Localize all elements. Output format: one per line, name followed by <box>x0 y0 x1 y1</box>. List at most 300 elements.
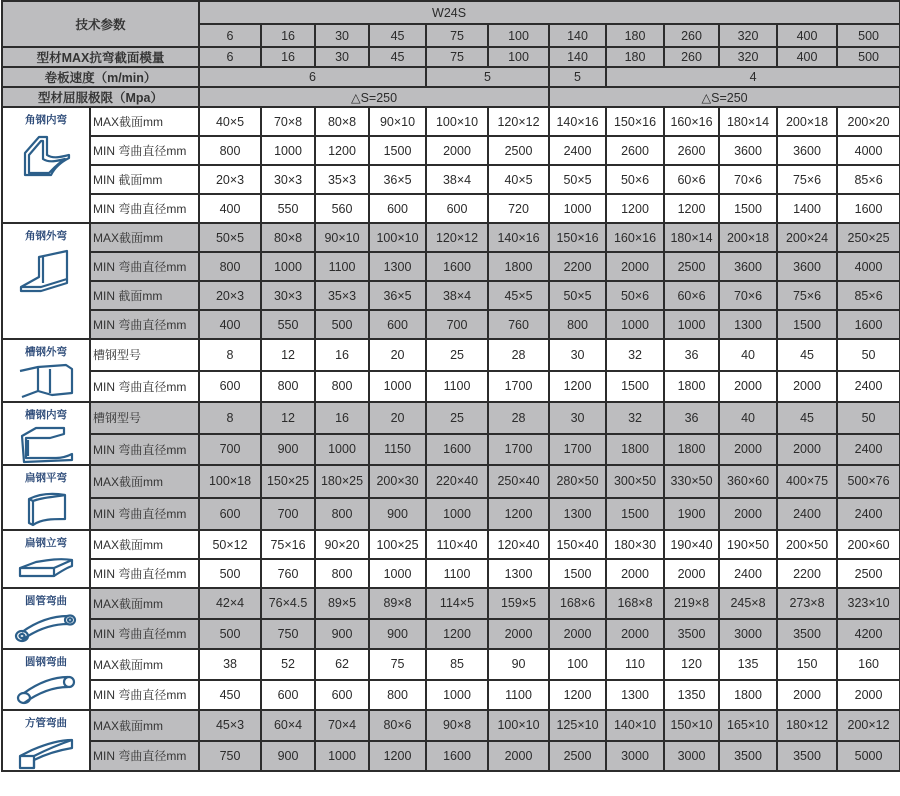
value-cell: 2500 <box>837 559 900 588</box>
value-cell: 4000 <box>837 136 900 165</box>
value-cell: 760 <box>488 310 549 339</box>
value-cell: 25 <box>426 402 488 434</box>
value-cell: 800 <box>199 136 261 165</box>
value-cell: 500 <box>199 619 261 650</box>
value-cell: 700 <box>199 434 261 466</box>
model-number-cell: 180 <box>606 24 664 47</box>
value-cell: 2400 <box>837 498 900 531</box>
spec-table <box>1 0 900 772</box>
value-cell: 1000 <box>664 310 719 339</box>
value-cell: 90×10 <box>315 223 369 252</box>
speed-cell: 4 <box>606 67 900 87</box>
value-cell: 3000 <box>606 741 664 772</box>
table-row <box>2 649 900 680</box>
value-cell: 400 <box>199 310 261 339</box>
row-label: MIN 弯曲直径mm <box>90 434 199 466</box>
model-number-cell: 75 <box>426 24 488 47</box>
value-cell: 1000 <box>369 559 426 588</box>
table-row <box>2 588 900 619</box>
value-cell: 20 <box>369 339 426 371</box>
section-header-cell <box>2 339 90 402</box>
value-cell: 140×16 <box>549 107 606 136</box>
value-cell: 560 <box>315 194 369 223</box>
value-cell: 120 <box>664 649 719 680</box>
value-cell: 800 <box>315 371 369 403</box>
model-name: W24S <box>199 1 900 24</box>
value-cell: 273×8 <box>777 588 837 619</box>
value-cell: 150 <box>777 649 837 680</box>
value-cell: 2000 <box>549 619 606 650</box>
row-label: MIN 弯曲直径mm <box>90 194 199 223</box>
value-cell: 500×76 <box>837 465 900 498</box>
value-cell: 90 <box>488 649 549 680</box>
value-cell: 16 <box>315 402 369 434</box>
value-cell: 70×8 <box>261 107 315 136</box>
value-cell: 90×8 <box>426 710 488 741</box>
value-cell: 400 <box>199 194 261 223</box>
model-number-cell: 260 <box>664 24 719 47</box>
value-cell: 250×25 <box>837 223 900 252</box>
value-cell: 80×6 <box>369 710 426 741</box>
value-cell: 3500 <box>719 741 777 772</box>
value-cell: 1500 <box>369 136 426 165</box>
value-cell: 550 <box>261 310 315 339</box>
value-cell: 1000 <box>369 371 426 403</box>
value-cell: 160×16 <box>606 223 664 252</box>
value-cell: 1800 <box>719 680 777 711</box>
section-modulus-cell: 400 <box>777 47 837 67</box>
value-cell: 2000 <box>719 371 777 403</box>
value-cell: 110×40 <box>426 530 488 559</box>
value-cell: 219×8 <box>664 588 719 619</box>
value-cell: 32 <box>606 402 664 434</box>
value-cell: 165×10 <box>719 710 777 741</box>
value-cell: 2000 <box>777 434 837 466</box>
table-row <box>2 402 900 434</box>
value-cell: 1600 <box>837 194 900 223</box>
value-cell: 36×5 <box>369 165 426 194</box>
section-title: 槽钢外弯 <box>25 346 67 358</box>
value-cell: 4000 <box>837 252 900 281</box>
value-cell: 1800 <box>664 434 719 466</box>
value-cell: 600 <box>426 194 488 223</box>
value-cell: 100×10 <box>488 710 549 741</box>
value-cell: 52 <box>261 649 315 680</box>
value-cell: 1600 <box>426 434 488 466</box>
flat-steel-edge-bend-icon <box>3 554 89 584</box>
value-cell: 760 <box>261 559 315 588</box>
value-cell: 600 <box>369 194 426 223</box>
value-cell: 200×12 <box>837 710 900 741</box>
value-cell: 50 <box>837 402 900 434</box>
value-cell: 100×18 <box>199 465 261 498</box>
model-number-cell: 45 <box>369 24 426 47</box>
speed-label: 卷板速度（m/min） <box>2 67 199 87</box>
value-cell: 600 <box>315 680 369 711</box>
section-modulus-cell: 6 <box>199 47 261 67</box>
value-cell: 40×5 <box>488 165 549 194</box>
value-cell: 2000 <box>606 619 664 650</box>
section-title: 扁钢平弯 <box>25 472 67 484</box>
value-cell: 800 <box>549 310 606 339</box>
value-cell: 150×16 <box>606 107 664 136</box>
yield-cell: △S=250 <box>549 87 900 107</box>
section-header-cell <box>2 588 90 649</box>
value-cell: 150×40 <box>549 530 606 559</box>
section-header-cell <box>2 530 90 588</box>
table-row <box>2 281 900 310</box>
value-cell: 30×3 <box>261 165 315 194</box>
value-cell: 3600 <box>777 136 837 165</box>
table-row <box>2 310 900 339</box>
value-cell: 700 <box>261 498 315 531</box>
value-cell: 30 <box>549 339 606 371</box>
value-cell: 114×5 <box>426 588 488 619</box>
value-cell: 180×12 <box>777 710 837 741</box>
value-cell: 85 <box>426 649 488 680</box>
value-cell: 200×30 <box>369 465 426 498</box>
value-cell: 75×6 <box>777 281 837 310</box>
section-title: 扁钢立弯 <box>25 537 67 549</box>
value-cell: 2000 <box>606 252 664 281</box>
value-cell: 20 <box>369 402 426 434</box>
value-cell: 3500 <box>664 619 719 650</box>
yield-row <box>2 87 900 107</box>
value-cell: 360×60 <box>719 465 777 498</box>
section-modulus-cell: 500 <box>837 47 900 67</box>
row-label: MIN 截面mm <box>90 165 199 194</box>
value-cell: 200×20 <box>837 107 900 136</box>
value-cell: 1500 <box>777 310 837 339</box>
value-cell: 1500 <box>606 371 664 403</box>
value-cell: 40×5 <box>199 107 261 136</box>
row-label: MAX截面mm <box>90 649 199 680</box>
table-row <box>2 339 900 371</box>
row-label: MIN 弯曲直径mm <box>90 619 199 650</box>
value-cell: 125×10 <box>549 710 606 741</box>
value-cell: 800 <box>315 498 369 531</box>
value-cell: 3600 <box>719 252 777 281</box>
value-cell: 1300 <box>719 310 777 339</box>
value-cell: 85×6 <box>837 165 900 194</box>
value-cell: 900 <box>369 498 426 531</box>
value-cell: 2000 <box>664 559 719 588</box>
value-cell: 1200 <box>549 371 606 403</box>
value-cell: 280×50 <box>549 465 606 498</box>
value-cell: 1600 <box>426 252 488 281</box>
table-row <box>2 619 900 650</box>
value-cell: 45×3 <box>199 710 261 741</box>
value-cell: 1100 <box>426 371 488 403</box>
table-row <box>2 165 900 194</box>
value-cell: 2000 <box>719 498 777 531</box>
value-cell: 500 <box>315 310 369 339</box>
value-cell: 76×4.5 <box>261 588 315 619</box>
value-cell: 85×6 <box>837 281 900 310</box>
value-cell: 60×6 <box>664 281 719 310</box>
value-cell: 12 <box>261 402 315 434</box>
value-cell: 1000 <box>426 498 488 531</box>
model-number-cell: 6 <box>199 24 261 47</box>
value-cell: 300×50 <box>606 465 664 498</box>
section-modulus-cell: 260 <box>664 47 719 67</box>
section-header-cell <box>2 649 90 710</box>
value-cell: 50×5 <box>199 223 261 252</box>
value-cell: 330×50 <box>664 465 719 498</box>
row-label: MIN 弯曲直径mm <box>90 559 199 588</box>
value-cell: 2200 <box>549 252 606 281</box>
value-cell: 1200 <box>488 498 549 531</box>
value-cell: 120×40 <box>488 530 549 559</box>
model-number-cell: 16 <box>261 24 315 47</box>
value-cell: 38 <box>199 649 261 680</box>
value-cell: 1200 <box>426 619 488 650</box>
value-cell: 1100 <box>488 680 549 711</box>
section-title: 圆钢弯曲 <box>25 656 67 668</box>
value-cell: 1000 <box>549 194 606 223</box>
value-cell: 140×16 <box>488 223 549 252</box>
value-cell: 3600 <box>719 136 777 165</box>
value-cell: 800 <box>315 559 369 588</box>
section-title: 方管弯曲 <box>25 717 67 729</box>
value-cell: 160×16 <box>664 107 719 136</box>
row-label: MIN 弯曲直径mm <box>90 252 199 281</box>
row-label: MIN 弯曲直径mm <box>90 680 199 711</box>
tech-params-label: 技术参数 <box>2 1 199 47</box>
value-cell: 2000 <box>426 136 488 165</box>
value-cell: 220×40 <box>426 465 488 498</box>
value-cell: 12 <box>261 339 315 371</box>
value-cell: 38×4 <box>426 281 488 310</box>
model-number-cell: 500 <box>837 24 900 47</box>
value-cell: 60×4 <box>261 710 315 741</box>
value-cell: 75×6 <box>777 165 837 194</box>
table-row <box>2 252 900 281</box>
model-number-cell: 100 <box>488 24 549 47</box>
table-row <box>2 434 900 466</box>
section-modulus-cell: 100 <box>488 47 549 67</box>
value-cell: 600 <box>199 498 261 531</box>
section-modulus-cell: 16 <box>261 47 315 67</box>
row-label: MIN 弯曲直径mm <box>90 741 199 772</box>
table-row <box>2 710 900 741</box>
value-cell: 35×3 <box>315 165 369 194</box>
value-cell: 70×4 <box>315 710 369 741</box>
value-cell: 600 <box>261 680 315 711</box>
value-cell: 180×14 <box>719 107 777 136</box>
value-cell: 120×12 <box>488 107 549 136</box>
value-cell: 600 <box>199 371 261 403</box>
value-cell: 1500 <box>719 194 777 223</box>
table-row <box>2 371 900 403</box>
value-cell: 1500 <box>549 559 606 588</box>
value-cell: 2400 <box>837 434 900 466</box>
value-cell: 2400 <box>719 559 777 588</box>
value-cell: 2200 <box>777 559 837 588</box>
value-cell: 120×12 <box>426 223 488 252</box>
value-cell: 180×14 <box>664 223 719 252</box>
value-cell: 2500 <box>664 252 719 281</box>
value-cell: 2400 <box>837 371 900 403</box>
yield-label: 型材屈服极限（Mpa） <box>2 87 199 107</box>
value-cell: 2000 <box>488 741 549 772</box>
value-cell: 1300 <box>606 680 664 711</box>
value-cell: 159×5 <box>488 588 549 619</box>
value-cell: 1200 <box>606 194 664 223</box>
value-cell: 1800 <box>664 371 719 403</box>
value-cell: 110 <box>606 649 664 680</box>
value-cell: 1000 <box>606 310 664 339</box>
section-modulus-cell: 30 <box>315 47 369 67</box>
value-cell: 900 <box>261 434 315 466</box>
value-cell: 36×5 <box>369 281 426 310</box>
section-modulus-label: 型材MAX抗弯截面模量 <box>2 47 199 67</box>
value-cell: 1600 <box>426 741 488 772</box>
value-cell: 50 <box>837 339 900 371</box>
value-cell: 323×10 <box>837 588 900 619</box>
value-cell: 89×5 <box>315 588 369 619</box>
value-cell: 45 <box>777 402 837 434</box>
section-header-cell <box>2 223 90 339</box>
value-cell: 28 <box>488 339 549 371</box>
row-label: MAX截面mm <box>90 465 199 498</box>
value-cell: 550 <box>261 194 315 223</box>
value-cell: 160 <box>837 649 900 680</box>
section-modulus-cell: 320 <box>719 47 777 67</box>
value-cell: 800 <box>261 371 315 403</box>
value-cell: 50×5 <box>549 281 606 310</box>
value-cell: 50×5 <box>549 165 606 194</box>
value-cell: 1700 <box>488 434 549 466</box>
row-label: 槽钢型号 <box>90 402 199 434</box>
table-row <box>2 680 900 711</box>
table-row <box>2 194 900 223</box>
value-cell: 32 <box>606 339 664 371</box>
value-cell: 60×6 <box>664 165 719 194</box>
round-pipe-bend-icon <box>3 612 89 648</box>
table-row <box>2 223 900 252</box>
value-cell: 1000 <box>261 136 315 165</box>
row-label: MAX截面mm <box>90 710 199 741</box>
value-cell: 45 <box>777 339 837 371</box>
value-cell: 3500 <box>777 741 837 772</box>
value-cell: 168×8 <box>606 588 664 619</box>
model-number-cell: 320 <box>719 24 777 47</box>
value-cell: 800 <box>369 680 426 711</box>
value-cell: 2000 <box>488 619 549 650</box>
speed-cell: 5 <box>549 67 606 87</box>
value-cell: 1000 <box>426 680 488 711</box>
value-cell: 80×8 <box>261 223 315 252</box>
value-cell: 200×18 <box>719 223 777 252</box>
value-cell: 1500 <box>606 498 664 531</box>
value-cell: 90×20 <box>315 530 369 559</box>
speed-row <box>2 67 900 87</box>
value-cell: 42×4 <box>199 588 261 619</box>
value-cell: 1300 <box>369 252 426 281</box>
section-modulus-cell: 180 <box>606 47 664 67</box>
table-row <box>2 741 900 772</box>
value-cell: 5000 <box>837 741 900 772</box>
value-cell: 2000 <box>777 371 837 403</box>
row-label: MAX截面mm <box>90 530 199 559</box>
value-cell: 1300 <box>549 498 606 531</box>
value-cell: 150×16 <box>549 223 606 252</box>
value-cell: 36 <box>664 339 719 371</box>
value-cell: 1200 <box>664 194 719 223</box>
value-cell: 70×6 <box>719 165 777 194</box>
value-cell: 180×25 <box>315 465 369 498</box>
row-label: MAX截面mm <box>90 588 199 619</box>
value-cell: 1700 <box>488 371 549 403</box>
value-cell: 25 <box>426 339 488 371</box>
value-cell: 38×4 <box>426 165 488 194</box>
table-row <box>2 465 900 498</box>
value-cell: 200×24 <box>777 223 837 252</box>
table-row <box>2 530 900 559</box>
value-cell: 900 <box>315 619 369 650</box>
section-modulus-cell: 45 <box>369 47 426 67</box>
value-cell: 2400 <box>777 498 837 531</box>
value-cell: 1000 <box>315 741 369 772</box>
section-modulus-cell: 75 <box>426 47 488 67</box>
section-header-cell <box>2 465 90 530</box>
row-label: MAX截面mm <box>90 107 199 136</box>
value-cell: 1150 <box>369 434 426 466</box>
section-header-cell <box>2 402 90 465</box>
value-cell: 1800 <box>606 434 664 466</box>
value-cell: 1900 <box>664 498 719 531</box>
value-cell: 400×75 <box>777 465 837 498</box>
value-cell: 500 <box>199 559 261 588</box>
row-label: MAX截面mm <box>90 223 199 252</box>
value-cell: 700 <box>426 310 488 339</box>
value-cell: 245×8 <box>719 588 777 619</box>
value-cell: 36 <box>664 402 719 434</box>
value-cell: 40 <box>719 402 777 434</box>
row-label: MIN 弯曲直径mm <box>90 136 199 165</box>
row-label: 槽钢型号 <box>90 339 199 371</box>
value-cell: 200×50 <box>777 530 837 559</box>
value-cell: 2000 <box>606 559 664 588</box>
value-cell: 4200 <box>837 619 900 650</box>
value-cell: 75×16 <box>261 530 315 559</box>
value-cell: 750 <box>199 741 261 772</box>
value-cell: 3000 <box>719 619 777 650</box>
value-cell: 1100 <box>315 252 369 281</box>
row-label: MIN 截面mm <box>90 281 199 310</box>
value-cell: 20×3 <box>199 165 261 194</box>
value-cell: 80×8 <box>315 107 369 136</box>
table-row <box>2 107 900 136</box>
model-number-cell: 400 <box>777 24 837 47</box>
table-row <box>2 136 900 165</box>
value-cell: 720 <box>488 194 549 223</box>
value-cell: 1700 <box>549 434 606 466</box>
value-cell: 900 <box>369 619 426 650</box>
value-cell: 3000 <box>664 741 719 772</box>
value-cell: 3600 <box>777 252 837 281</box>
value-cell: 90×10 <box>369 107 426 136</box>
angle-steel-inner-bend-icon <box>3 131 89 189</box>
row-label: MIN 弯曲直径mm <box>90 371 199 403</box>
value-cell: 1100 <box>426 559 488 588</box>
value-cell: 800 <box>199 252 261 281</box>
section-header-cell <box>2 710 90 771</box>
value-cell: 50×6 <box>606 165 664 194</box>
value-cell: 16 <box>315 339 369 371</box>
row-label: MIN 弯曲直径mm <box>90 498 199 531</box>
